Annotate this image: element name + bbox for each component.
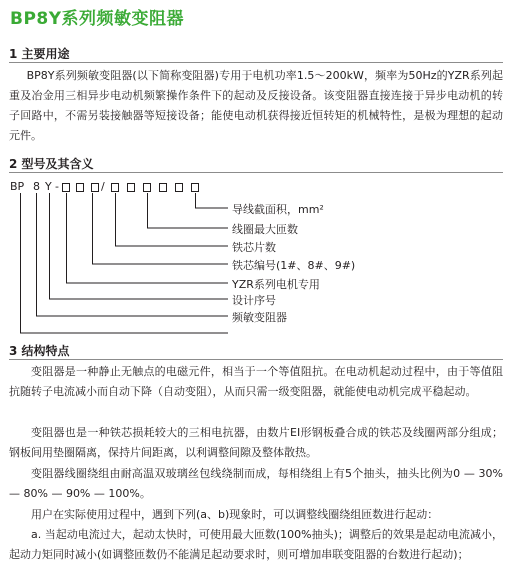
model-design-number: 8 [33,180,40,193]
model-slash: / [101,180,105,193]
model-label: 铁芯编号(1#、8#、9#) [232,259,356,272]
model-y-letter: Y [45,180,52,193]
page-title: BP8Y系列频敏变阻器 [10,9,185,29]
section-heading-structure: 3 结构特点 [9,344,70,358]
section-divider [9,359,503,360]
model-prefix-bp: BP [10,180,25,193]
section-heading-model: 2 型号及其含义 [9,157,94,171]
model-label: 线圈最大匝数 [232,223,298,236]
structure-paragraph: 变阻器也是一种铁芯损耗较大的三相电抗器，由数片EI形钢板叠合成的铁芯及线圈两部分组成；钢板间用垫圈隔离，保持片间距离，以利调整间隙及整体散热。 [9,426,503,459]
purpose-paragraph: BP8Y系列频敏变阻器(以下简称变阻器)专用于电机功率1.5～200kW，频率为50Hz的YZR系列起重及冶金用三相异步电动机频繁操作条件下的起动及反接设备。该变阻器直接连接于异步电动机的转子回路中，不需另装接触器等短接设备；能使电动机获得接近恒转矩的机械特性，是极为理想的起动元件。 [9,69,503,142]
model-label: 设计序号 [232,294,276,307]
model-label: 铁芯片数 [232,241,276,254]
section-heading-purpose: 1 主要用途 [9,47,70,61]
structure-paragraph: 用户在实际使用过程中，遇到下列(a、b)现象时，可以调整线圈绕组匝数进行起动： [31,508,439,521]
model-label: 导线截面积，mm² [232,203,324,216]
model-label: 频敏变阻器 [232,311,287,324]
model-label: YZR系列电机专用 [232,278,320,291]
structure-paragraph: a. 当起动电流过大，起动太快时，可使用最大匝数(100%抽头)；调整后的效果是起动电流减小，起动力矩同时减小(如调整匝数仍不能满足起动要求时，则可增加串联变阻器的台数进行起动)； [9,528,503,561]
structure-paragraph: 变阻器是一种静止无触点的电磁元件，相当于一个等值阻抗。在电动机起动过程中，由于等值阻抗随转子电流减小而自动下降（自动变阻），从而只需一级变阻器，就能使电动机完成平稳起动。 [9,365,503,398]
model-dash: - [55,180,59,193]
structure-paragraph: 变阻器线圈绕组由耐高温双玻璃丝包线绕制而成，每相绕组上有5个抽头，抽头比例为0 — 30% — 80% — 90% — 100%。 [9,467,503,500]
